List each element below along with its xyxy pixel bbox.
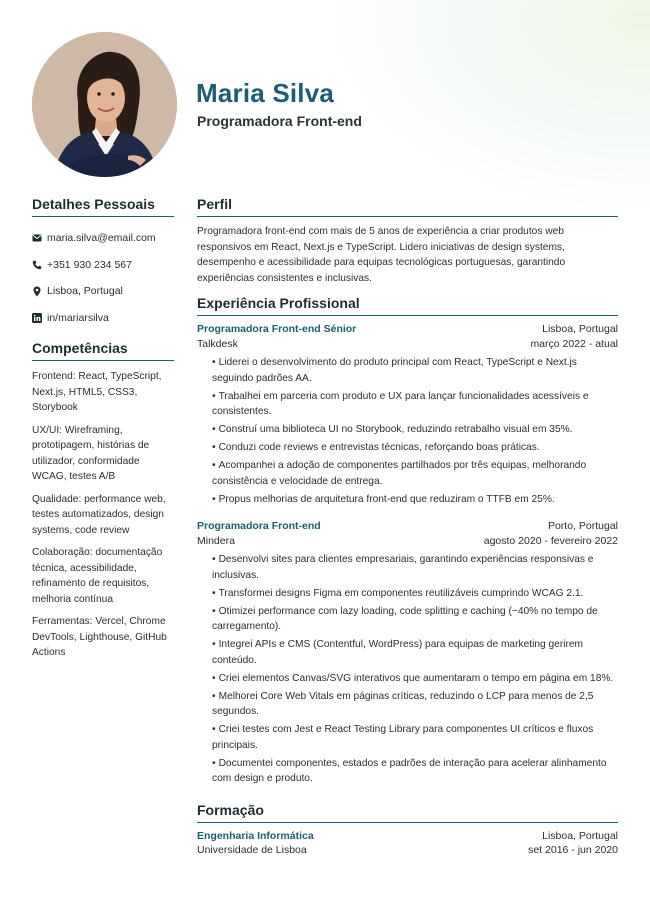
contact-list: [32, 225, 174, 331]
skill-collaboration: Colaboração: documentação técnica, acessibilidade, refinamento de requisitos, melhoria contínua: [32, 547, 163, 605]
bullet-item: • Documentei componentes, estados e padrões de interação para acelerar alinhamento com design e produto.: [212, 757, 607, 785]
job-entry: [197, 322, 618, 507]
left-column: [32, 196, 174, 661]
contact-linkedin[interactable]: [32, 305, 174, 332]
candidate-name: Maria Silva: [196, 78, 335, 108]
right-column: [197, 196, 618, 858]
job-entry: [197, 519, 618, 787]
education-heading: Formação: [197, 802, 618, 823]
portrait-illustration: [32, 32, 177, 177]
job-bullets: [197, 552, 618, 787]
location-pin-icon: [32, 286, 42, 296]
education-location: Lisboa, Portugal: [542, 829, 618, 842]
bullet-item: • Transformei designs Figma em componentes reutilizáveis cumprindo WCAG 2.1.: [212, 587, 584, 599]
profile-heading: Perfil: [197, 196, 618, 217]
education-dates: set 2016 - jun 2020: [528, 844, 618, 857]
skill-frontend: Frontend: React, TypeScript, Next.js, HTML5, CSS3, Storybook: [32, 371, 162, 413]
bullet-item: • Propus melhorias de arquitetura front-end que reduziram o TTFB em 25%.: [212, 493, 555, 505]
job-location: Lisboa, Portugal: [542, 323, 618, 336]
bullet-item: • Criei testes com Jest e React Testing Library para componentes UI críticos e fluxos principais.: [212, 724, 594, 751]
contact-location: [32, 278, 174, 305]
skill-ux-ui: UX/UI: Wireframing, prototipagem, histórias de utilizador, conformidade WCAG, testes A/B: [32, 424, 150, 482]
bullet-item: • Integrei APIs e CMS (Contentful, WordPress) para equipas de marketing gerirem conteúdo.: [212, 639, 584, 666]
contact-email-text: maria.silva@email.com: [47, 232, 156, 245]
candidate-role: Programadora Front-end: [197, 113, 362, 129]
bullet-item: • Desenvolvi sites para clientes empresariais, garantindo experiências responsivas e inclusivas.: [212, 554, 594, 581]
bullet-item: • Melhorei Core Web Vitals em páginas críticas, reduzindo o LCP para menos de 2,5 segundos.: [212, 690, 594, 718]
profile-photo: [32, 32, 177, 177]
school-name: Universidade de Lisboa: [197, 844, 307, 857]
experience-heading: Experiência Profissional: [197, 295, 618, 316]
bullet-item: • Criei elementos Canvas/SVG interativos que aumentaram o tempo em página em 18%.: [212, 672, 614, 684]
job-location: Porto, Portugal: [547, 520, 618, 533]
job-title: Programadora Front-end Sénior: [197, 323, 357, 336]
bullet-item: • Acompanhei a adoção de componentes partilhados por três equipas, melhorando consistência e velocidade de entrega.: [212, 460, 587, 487]
contact-email[interactable]: [32, 225, 174, 252]
skills-list: [32, 369, 174, 661]
bullet-item: • Trabalhei em parceria com produto e UX para lançar funcionalidades acessíveis e consistentes.: [212, 390, 589, 418]
job-company: Talkdesk: [197, 337, 238, 350]
job-dates: março 2022 - atual: [530, 337, 618, 350]
bullet-item: • Otimizei performance com lazy loading, code splitting e caching (−40% no tempo de carregamento).: [212, 605, 598, 633]
contact-location-text: Lisboa, Portugal: [47, 285, 123, 298]
skill-quality: Qualidade: performance web, testes automatizados, design systems, code review: [32, 493, 166, 536]
job-company: Mindera: [197, 534, 235, 547]
profile-text: Programadora front-end com mais de 5 anos de experiência a criar produtos web responsivos em React, Next.js e TypeScript. Lidero iniciativas de design systems, desempenho e acessibilidade para equipas tecnológicas portuguesas, garantindo experiências consistentes e inclusivas.: [197, 226, 566, 284]
bullet-item: • Liderei o desenvolvimento do produto principal com React, TypeScript e Next.js seguindo padrões AA.: [212, 357, 577, 384]
phone-icon: [32, 260, 42, 270]
personal-details-heading: Detalhes Pessoais: [32, 196, 174, 217]
bullet-item: • Construí uma biblioteca UI no Storybook, reduzindo retrabalho visual em 35%.: [212, 424, 573, 436]
skill-tools: Ferramentas: Vercel, Chrome DevTools, Lighthouse, GitHub Actions: [32, 616, 167, 658]
skills-heading: Competências: [32, 340, 174, 361]
job-bullets: [197, 355, 618, 507]
education-entry: [197, 829, 618, 858]
contact-linkedin-text: in/mariarsilva: [47, 311, 109, 324]
bullet-item: • Conduzi code reviews e entrevistas técnicas, reforçando boas práticas.: [212, 442, 540, 454]
contact-phone[interactable]: [32, 252, 174, 279]
mail-icon: [32, 233, 42, 243]
job-title: Programadora Front-end: [197, 520, 321, 533]
job-dates: agosto 2020 - fevereiro 2022: [483, 534, 618, 547]
linkedin-icon: [32, 313, 42, 323]
degree-title: Engenharia Informática: [197, 829, 314, 842]
contact-phone-text: +351 930 234 567: [47, 258, 132, 271]
